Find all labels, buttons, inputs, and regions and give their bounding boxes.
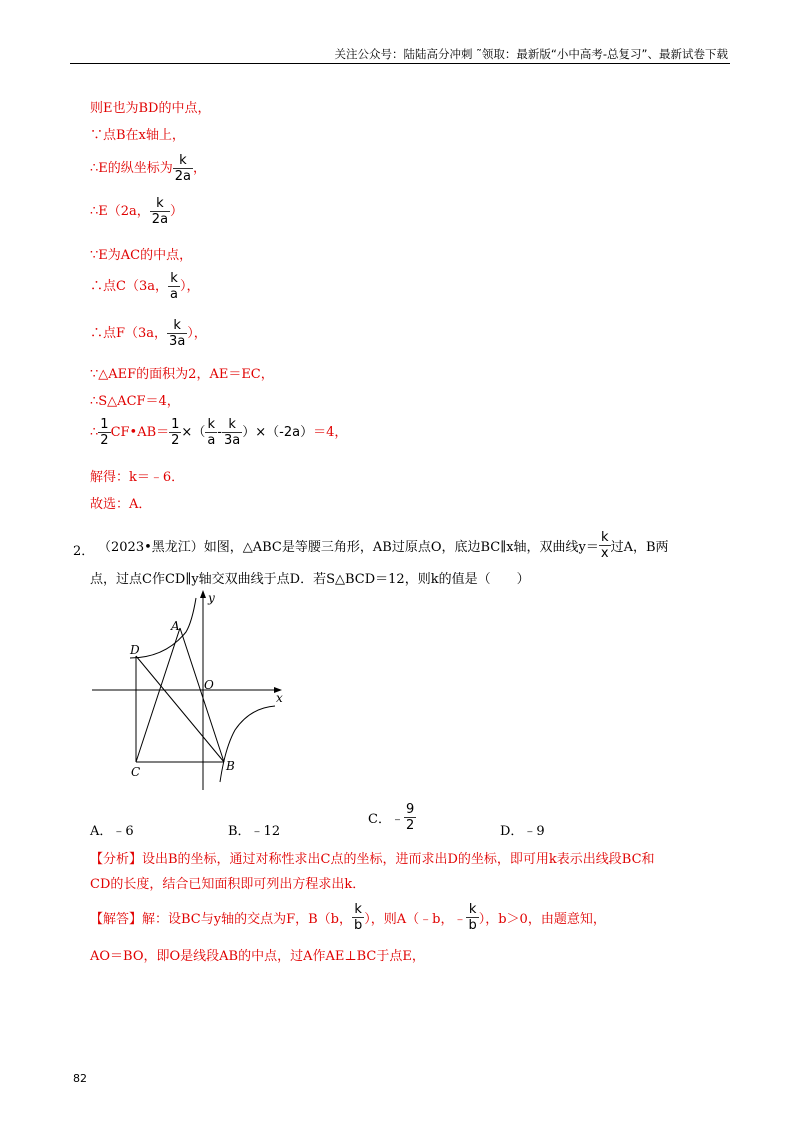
solution-line-11: 解得：k＝﹣6．: [90, 470, 185, 485]
option-c[interactable]: C．﹣ $\frac{9}{2}$: [368, 802, 415, 833]
analysis-line-2: CD的长度，结合已知面积即可列出方程求出k．: [90, 877, 366, 892]
segment-CA: [136, 628, 180, 762]
page-header: 关注公众号：陆陆高分冲刺 ˜领取：最新版“小中高考-总复习”、最新试卷下载: [334, 47, 728, 61]
label-A: A: [171, 619, 180, 633]
answer-line-2: AO＝BO，即O是线段AB的中点，过A作AE⊥BC于点E，: [90, 949, 425, 964]
solution-line-1: 则E也为BD的中点，: [90, 101, 211, 116]
solution-line-6: ∴点C（3a， $\frac{k}{a}$ ），: [90, 271, 200, 302]
option-b[interactable]: B．﹣12: [228, 824, 281, 839]
option-a[interactable]: A．﹣6: [90, 824, 134, 839]
analysis-line-1: 【分析】设出B的坐标，通过对称性求出C点的坐标，进而求出D的坐标，即可用k表示出线段BC和: [90, 852, 655, 867]
hyperbola-branch-upper: [130, 598, 196, 658]
solution-line-3: ∴E的纵坐标为 $\frac{k}{2a}$ ，: [90, 153, 207, 184]
header-rule: [70, 63, 730, 64]
solution-line-5: ∵E为AC的中点，: [90, 248, 193, 263]
problem-figure: [88, 588, 288, 793]
solution-line-8: ∵△AEF的面积为2，AE＝EC，: [90, 367, 274, 382]
label-y: y: [208, 591, 215, 605]
solution-line-2: ∵点B在x轴上，: [90, 128, 185, 143]
solution-line-10: ∴ $\frac{1}{2}$ CF•AB＝ $\frac{1}{2}$ ×（ $\frac{k}{a}$ - $\frac{k}{3a}$ ）×（-2a）＝4，: [90, 417, 348, 448]
option-d[interactable]: D．﹣9: [500, 824, 545, 839]
solution-line-12: 故选：A．: [90, 497, 152, 512]
segment-AB: [180, 628, 224, 762]
problem-line-1: （2023•黑龙江）如图，△ABC是等腰三角形，AB过原点O，底边BC∥x轴，双曲线y＝ $\frac{k}{x}$ 过A，B两: [98, 530, 669, 561]
solution-line-4: ∴E（2a， $\frac{k}{2a}$ ）: [90, 196, 184, 227]
y-axis-arrow: [200, 590, 206, 598]
solution-line-7: ∴点F（3a， $\frac{k}{3a}$ ），: [90, 318, 207, 349]
segment-DB: [136, 656, 224, 762]
answer-line-1: 【解答】解：设BC与y轴的交点为F，B（b， $\frac{k}{b}$ ），则A（﹣b，﹣ $\frac{k}{b}$ ），b＞0，由题意知，: [90, 902, 606, 933]
label-O: O: [204, 678, 214, 692]
solution-line-9: ∴S△ACF＝4，: [90, 394, 180, 409]
label-B: B: [226, 759, 235, 773]
problem-line-2: 点，过点C作CD∥y轴交双曲线于点D．若S△BCD＝12，则k的值是（ ）: [90, 572, 530, 587]
problem-number: 2．: [73, 544, 95, 559]
page-number: 82: [73, 1072, 87, 1085]
label-C: C: [131, 765, 141, 779]
label-D: D: [130, 643, 140, 657]
label-x: x: [276, 691, 283, 705]
